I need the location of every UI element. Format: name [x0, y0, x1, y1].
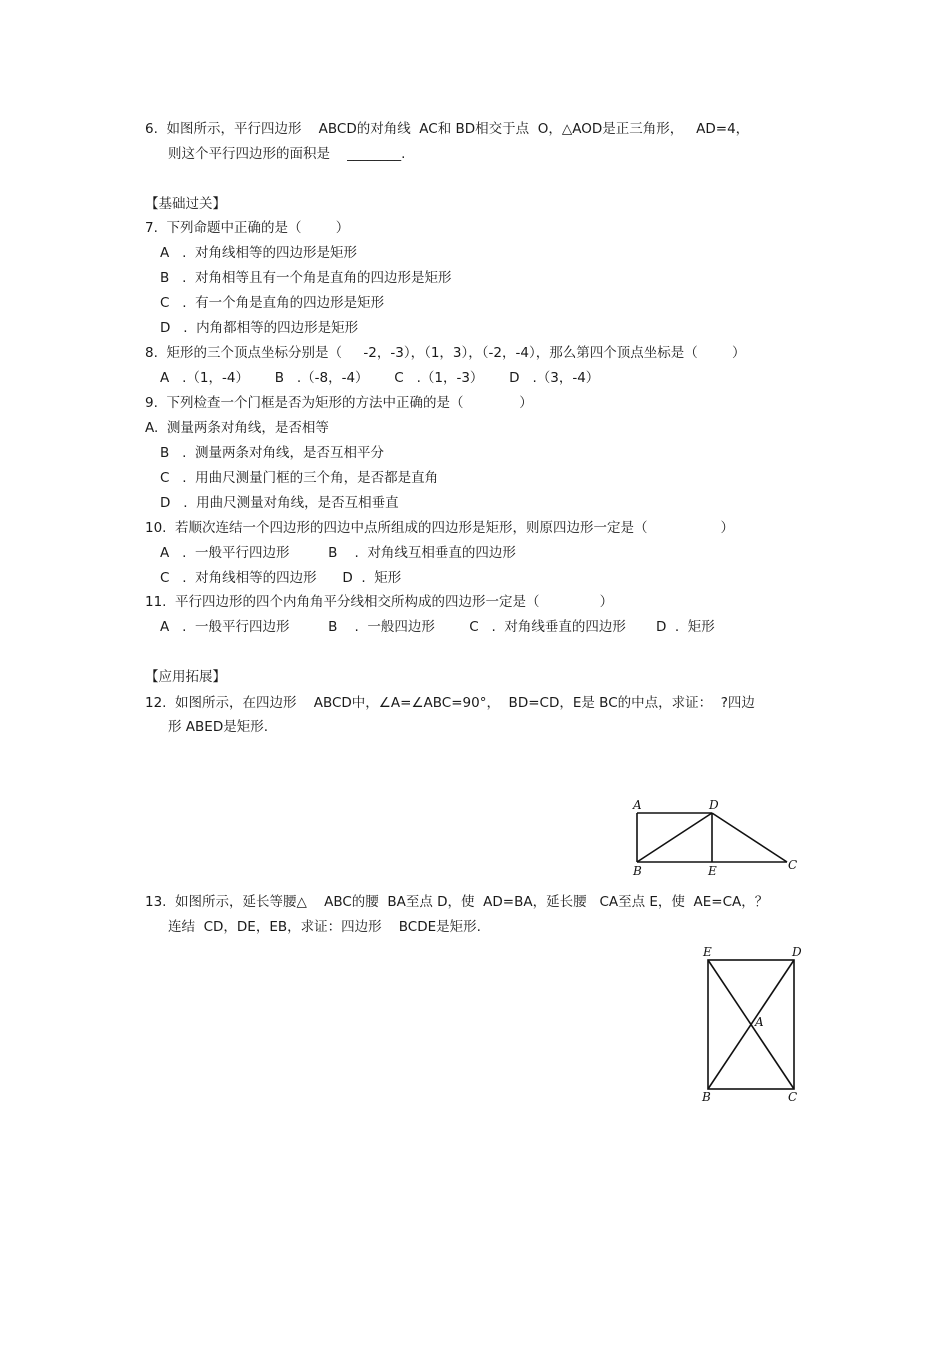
q13-line1: 13. 如图所示，延长等腰△ ABC的腰 BA至点 D，使 AD=BA，延长腰 CA至点 E，使 AE=CA，？: [145, 894, 769, 910]
q10-stem: 10. 若顺次连结一个四边形的四边中点所组成的四边形是矩形，则原四边形一定是（ ）: [145, 520, 735, 536]
q9-option-a: A. 测量两条对角线，是否相等: [145, 420, 329, 436]
q12-label-c: C: [788, 858, 798, 872]
q7-option-a: A . 对角线相等的四边形是矩形: [160, 245, 357, 261]
q11-stem: 11. 平行四边形的四个内角角平分线相交所构成的四边形一定是（ ）: [145, 594, 614, 610]
section-heading-basic: 【基础过关】: [145, 196, 226, 212]
q8-options: A .（1，-4） B .（-8，-4） C .（1，-3） D .（3，-4）: [160, 370, 600, 386]
q9-option-d: D . 用曲尺测量对角线，是否互相垂直: [160, 495, 399, 511]
q13-label-d: D: [792, 945, 802, 959]
q7-option-b: B . 对角相等且有一个角是直角的四边形是矩形: [160, 270, 452, 286]
q13-figure: [698, 940, 813, 1110]
q12-figure: [625, 795, 815, 885]
q6-line1: 6. 如图所示，平行四边形 ABCD的对角线 AC和 BD相交于点 O，△AOD是正三角形， AD=4，: [145, 121, 750, 137]
q10-options-row1: A . 一般平行四边形 B . 对角线互相垂直的四边形: [160, 545, 516, 561]
q12-label-b: B: [633, 864, 642, 878]
q13-label-b: B: [702, 1090, 711, 1104]
q12-label-d: D: [709, 798, 719, 812]
q13-line2: 连结 CD，DE，EB，求证：四边形 BCDE是矩形.: [168, 919, 481, 935]
q13-label-c: C: [788, 1090, 798, 1104]
q7-stem: 7. 下列命题中正确的是（ ）: [145, 220, 350, 236]
q11-options: A . 一般平行四边形 B . 一般四边形 C . 对角线垂直的四边形 D . 矩形: [160, 619, 715, 635]
q12-line1: 12. 如图所示，在四边形 ABCD中，∠A=∠ABC=90°， BD=CD，E是 BC的中点，求证： ?四边: [145, 695, 755, 711]
q9-option-c: C . 用曲尺测量门框的三个角，是否都是直角: [160, 470, 439, 486]
q13-label-a: A: [755, 1015, 764, 1029]
q10-options-row2: C . 对角线相等的四边形 D . 矩形: [160, 570, 402, 586]
q12-label-e: E: [708, 864, 717, 878]
q13-label-e: E: [703, 945, 712, 959]
q9-option-b: B . 测量两条对角线，是否互相平分: [160, 445, 385, 461]
q9-stem: 9. 下列检查一个门框是否为矩形的方法中正确的是（ ）: [145, 395, 533, 411]
q6-line2: 则这个平行四边形的面积是 ________.: [168, 146, 406, 162]
q7-option-c: C . 有一个角是直角的四边形是矩形: [160, 295, 385, 311]
section-heading-apply: 【应用拓展】: [145, 669, 226, 685]
q12-label-a: A: [633, 798, 642, 812]
q12-line2: 形 ABED是矩形.: [168, 719, 269, 735]
q8-stem: 8. 矩形的三个顶点坐标分别是（ -2，-3），（1，3），（-2，-4），那么第四个顶点坐标是（ ）: [145, 345, 746, 361]
q7-option-d: D . 内角都相等的四边形是矩形: [160, 320, 359, 336]
